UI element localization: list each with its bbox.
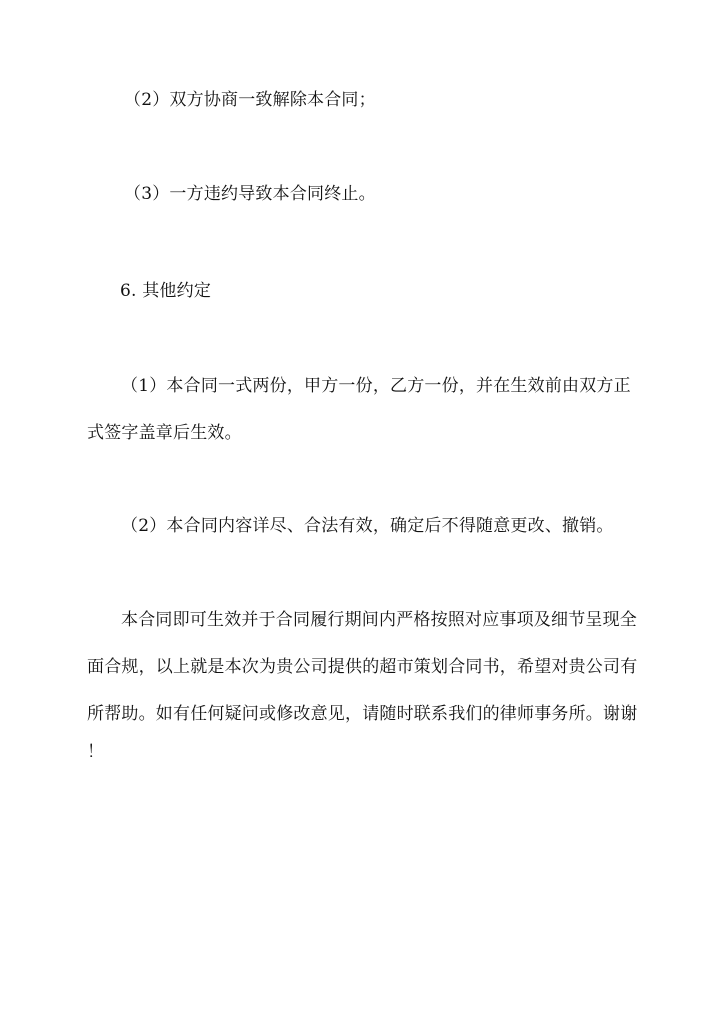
section-6-heading: 6. 其他约定 <box>120 281 212 301</box>
closing-line-4: ！ <box>87 742 105 762</box>
section-6-clause-2-text: （2）本合同内容详尽、合法有效，确定后不得随意更改、撤销。 <box>121 516 614 536</box>
section-6-clause-1-line-2: 式签字盖章后生效。 <box>87 423 242 443</box>
section-6-clause-1-line-1: （1）本合同一式两份，甲方一份，乙方一份，并在生效前由双方正 <box>121 376 631 396</box>
closing-line-2: 面合规，以上就是本次为贵公司提供的超市策划合同书，希望对贵公司有 <box>87 657 638 677</box>
closing-line-3: 所帮助。如有任何疑问或修改意见，请随时联系我们的律师事务所。谢谢 <box>87 704 638 724</box>
term-2-text: （2）双方协商一致解除本合同； <box>124 90 376 110</box>
term-3-text: （3）一方违约导致本合同终止。 <box>124 184 376 204</box>
closing-line-1: 本合同即可生效并于合同履行期间内严格按照对应事项及细节呈现全 <box>121 610 637 630</box>
